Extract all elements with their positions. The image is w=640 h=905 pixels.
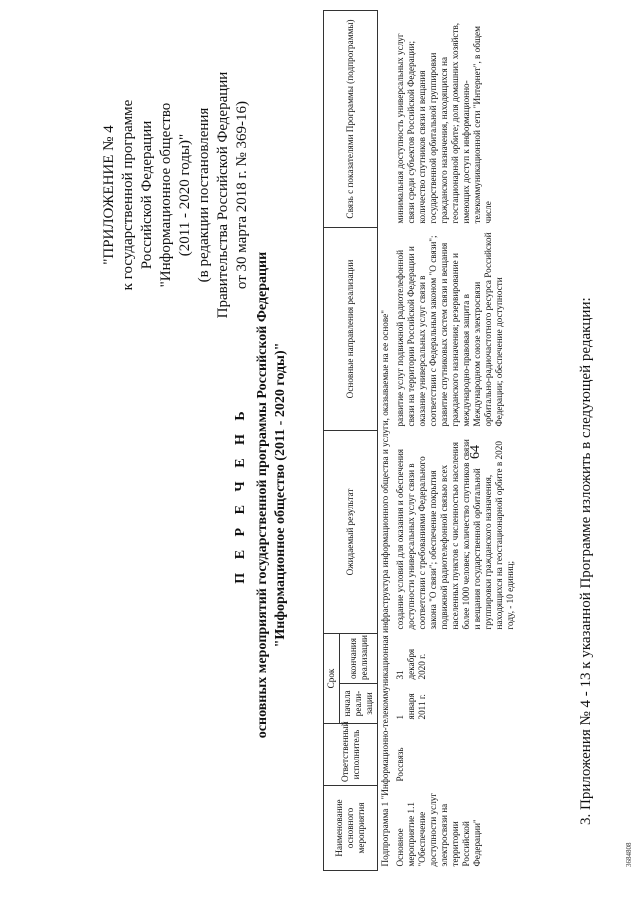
appendix-line-6: (в редакции постановления xyxy=(196,107,212,283)
appendix-line-8: от 30 марта 2018 г. № 369-16) xyxy=(234,100,250,290)
title-line-1: П Е Р Е Ч Е Н Ь xyxy=(233,406,248,584)
cell-start: 1 января 2011 г. xyxy=(395,693,427,720)
cell-directions: развитие услуг подвижной радиотелефонной связи на территории Российской Федерации и оказание универсальных услуг связи в соответствии с Федеральным законом "О связи"; развитие спутниковых систем связи и вещания гражданского назначения; резервирование и международно-правовая защита в Международном союзе электросвязи орбитально-радиочастотного ресурса Российской Федерации; обеспечение доступности xyxy=(395,232,504,427)
appendix-line-1: "ПРИЛОЖЕНИЕ № 4 xyxy=(101,125,117,265)
intro-line: 3. Приложения № 4 - 13 к указанной Программе изложить в следующей редакции: xyxy=(578,297,594,825)
header-directions: Основные направления реализации xyxy=(324,228,378,431)
cell-result: создание условий для оказания и обеспечения доступности универсальных услуг связи в соответствии с требованиями Федерального закона "О связи"; обеспечение покрытия подвижной радиотелефонной связью всех населенных пунктов с численностью населения более 1000 человек; количество спутников связи и вещания государственной орбитальной группировки гражданского назначения, находящихся на геостационарной орбите в 2020 году, - 10 единиц; xyxy=(395,439,515,630)
title-line-3: "Информационное общество (2011 - 2020 годы)" xyxy=(273,342,288,648)
header-executor: Ответственный исполнитель xyxy=(324,724,378,786)
appendix-line-4: "Информационное общество xyxy=(158,102,174,288)
table-row xyxy=(393,11,518,871)
measures-table xyxy=(323,10,518,871)
cell-name: Основное мероприятие 1.1 "Обеспечение доступности услуг электросвязи на территории Российской Федерации" xyxy=(395,792,482,867)
appendix-header xyxy=(100,45,252,345)
header-term: Срок xyxy=(324,634,340,724)
header-result: Ожидаемый результат xyxy=(324,431,378,634)
appendix-line-5: (2011 - 2020 годы)" xyxy=(177,133,193,257)
subprogram-title: Подпрограмма 1 "Информационно-телекоммуникационная инфраструктура информационного общества и услуги, оказываемые на ее основе" xyxy=(380,309,390,867)
cell-executor: Россвязь xyxy=(395,747,405,782)
appendix-line-3: Российской Федерации xyxy=(139,120,155,270)
page-number: 64 xyxy=(468,445,483,459)
appendix-line-7: Правительства Российской Федерации xyxy=(215,71,231,319)
header-start: начала реали-зации xyxy=(340,684,378,724)
title-line-2: основных мероприятий государственной программы Российской Федерации xyxy=(255,251,270,739)
subprogram-row xyxy=(378,11,394,871)
cell-indicators: минимальная доступность универсальных услуг связи среди субъектов Российской Федерации; количество спутников связи и вещания государственной орбитальной группировки гражданского назначения, находящихся на геостационарной орбите; доля домашних хозяйств, имеющих доступ к информационно-телекоммуникационной сети "Интернет", в общем числе xyxy=(395,22,493,224)
cell-end: 31 декабря 2020 г. xyxy=(395,648,427,680)
footer-code: 3684808 xyxy=(625,842,633,867)
header-name: Наименование основного мероприятия xyxy=(324,786,378,871)
table-header-row xyxy=(324,11,340,871)
header-end: окончания реализации xyxy=(340,634,378,684)
document-title xyxy=(232,165,290,825)
header-indicators: Связь с показателями Программы (подпрограммы) xyxy=(324,11,378,228)
appendix-line-2: к государственной программе xyxy=(120,99,136,291)
